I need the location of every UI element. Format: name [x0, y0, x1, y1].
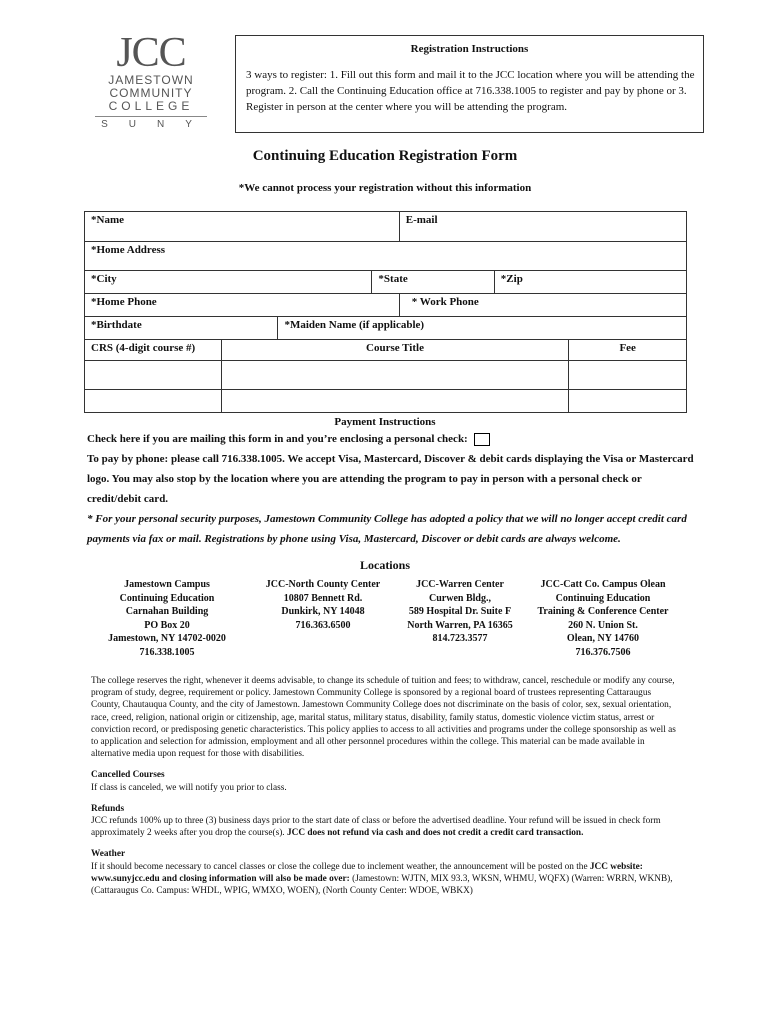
course-title-cell[interactable] [221, 361, 569, 390]
refunds-bold-text: JCC does not refund via cash and does not credit a credit card transaction. [286, 828, 584, 839]
location-warren [385, 578, 535, 646]
maiden-name-field[interactable] [278, 317, 687, 340]
zip-label: *Zip [500, 273, 523, 285]
personal-check-checkbox[interactable] [474, 433, 490, 446]
jcc-logo [86, 32, 216, 130]
work-phone-label: * Work Phone [411, 296, 479, 308]
course-title-header: Course Title [221, 340, 569, 361]
location-line: Carnahan Building [125, 606, 209, 617]
form-required-note: *We cannot process your registration without this information [238, 182, 532, 194]
pay-by-phone-text: To pay by phone: please call 716.338.1005. We accept Visa, Mastercard, Discover & debit cards displaying the Visa or Mastercard logo. You may also stop by the location where you are attending the program to pay in person with a personal check or credit/debit card. [87, 453, 694, 505]
logo-mark: JCC [116, 30, 186, 76]
location-line: 260 N. Union St. [568, 619, 638, 631]
refunds-title: Refunds [91, 803, 125, 814]
location-line: Training & Conference Center [537, 606, 669, 617]
zip-field[interactable] [494, 271, 686, 294]
location-line: JCC-Warren Center [416, 579, 504, 590]
instructions-text: 3 ways to register: 1. Fill out this form and mail it to the JCC location where you will be attending the program. 2. Call the Continuing Education office at 716.338.1005 to register and pay by phone or 3. Register in person at the center where you will be attending the program. [246, 69, 695, 113]
policy-text: The college reserves the right, whenever it deems advisable, to change its schedule of tuition and fees; to withdraw, cancel, reschedule or modify any course, program of study, degree, requirement or policy. Jamestown Community College is sponsored by a regional board of trustees representing Cattaraugus County, Chautauqua County, and the city of Jamestown. Jamestown Community College does not discriminate on the basis of color, sex, sexual orientation, race, creed, religion, national origin or citizenship, age, marital status, military status, disability, family status, domestic violence victim status, arrest or conviction record, or predisposing genetic characteristics. This policy applies to access to all activities and programs under the college sponsorship as well as to application and selection for admission, employment and all other personnel procedures within the college. This material can be made available in alternative media upon request for those with disabilities. [91, 676, 676, 760]
registration-table [84, 211, 687, 413]
crs-cell[interactable] [85, 361, 222, 390]
location-line: Jamestown, NY 14702-0020 [108, 633, 226, 644]
location-line: 716.376.7506 [575, 646, 631, 658]
locations-title: Locations [359, 558, 410, 572]
city-label: *City [91, 273, 117, 285]
birthdate-label: *Birthdate [91, 319, 142, 331]
location-line: 10807 Bennett Rd. [283, 592, 363, 604]
weather-stations: (Jamestown: WJTN, MIX 93.3, WKSN, WHMU, WQFX) (Warren: WRRN, WKNB), (Cattaraugus Co. Campus: WHDL, WPIG, WMXO, WOEN), (North County Center: WDOE, WBKX) [91, 873, 673, 897]
fee-header: Fee [569, 340, 687, 361]
email-label: E-mail [405, 214, 438, 226]
name-label: *Name [91, 214, 124, 226]
location-line: PO Box 20 [144, 619, 190, 631]
state-label: *State [378, 273, 408, 285]
birthdate-field[interactable] [85, 317, 278, 340]
weather-title: Weather [91, 849, 126, 860]
check-label: Check here if you are mailing this form in and you’re enclosing a personal check: [87, 433, 468, 445]
location-line: Curwen Bldg., [429, 592, 491, 604]
registration-instructions-box [235, 35, 704, 133]
location-line: JCC-Catt Co. Campus Olean [540, 579, 666, 590]
location-line: North Warren, PA 16365 [407, 619, 513, 631]
location-line: 589 Hospital Dr. Suite F [408, 606, 512, 617]
payment-title: Payment Instructions [334, 416, 436, 428]
legal-section [91, 675, 681, 897]
logo-divider [95, 116, 207, 117]
location-line: Dunkirk, NY 14048 [281, 606, 365, 617]
logo-line-1: JAMESTOWN [108, 73, 194, 87]
home-address-label: *Home Address [91, 244, 166, 256]
check-line [87, 429, 697, 449]
home-phone-field[interactable] [85, 294, 400, 317]
fee-cell[interactable] [569, 361, 687, 390]
location-line: 716.363.6500 [295, 619, 351, 631]
logo-suny: SUNY [101, 119, 213, 130]
location-jamestown [92, 578, 242, 659]
location-line: Continuing Education [119, 592, 215, 604]
weather-text: If it should become necessary to cancel classes or close the college due to inclement weather, the announcement will be posted on the [91, 861, 588, 872]
instructions-title: Registration Instructions [410, 43, 529, 55]
location-olean [523, 578, 683, 659]
logo-line-3: COLLEGE [108, 99, 194, 113]
location-line: Jamestown Campus [124, 579, 210, 590]
cancelled-courses-text: If class is canceled, we will notify you prior to class. [91, 782, 287, 793]
location-line: 716.338.1005 [139, 646, 195, 658]
location-line: Olean, NY 14760 [566, 633, 640, 644]
state-field[interactable] [372, 271, 494, 294]
security-policy-note: * For your personal security purposes, Jamestown Community College has adopted a policy that we will no longer accept credit card payments via fax or mail. Registrations by phone using Visa, Mastercard, Discover or debit cards are always welcome. [87, 513, 687, 545]
home-phone-label: *Home Phone [91, 296, 157, 308]
crs-header: CRS (4-digit course #) [85, 340, 222, 361]
fee-cell[interactable] [569, 390, 687, 413]
crs-cell[interactable] [85, 390, 222, 413]
maiden-name-label: *Maiden Name (if applicable) [284, 319, 425, 331]
work-phone-field[interactable] [399, 294, 686, 317]
logo-line-2: COMMUNITY [109, 86, 193, 100]
cancelled-courses-title: Cancelled Courses [91, 770, 165, 781]
email-field[interactable] [399, 212, 686, 242]
course-title-cell[interactable] [221, 390, 569, 413]
refunds-text: JCC refunds 100% up to three (3) business days prior to the start date of class or before the advertised deadline. Your refund will be issued in check form approximately 2 weeks after you drop the course(s). [91, 816, 661, 839]
location-line: 814.723.3577 [432, 633, 488, 644]
weather-bold-text: JCC website: www.sunyjcc.edu and closing information will also be made over: [91, 861, 643, 884]
payment-instructions [87, 429, 697, 549]
home-address-field[interactable] [85, 242, 687, 271]
refunds-paragraph [91, 815, 681, 839]
city-field[interactable] [85, 271, 372, 294]
weather-paragraph [91, 861, 681, 898]
name-field[interactable] [85, 212, 400, 242]
location-north-county [248, 578, 398, 632]
location-line: JCC-North County Center [265, 579, 381, 590]
form-title: Continuing Education Registration Form [252, 148, 518, 164]
location-line: Continuing Education [555, 592, 651, 604]
